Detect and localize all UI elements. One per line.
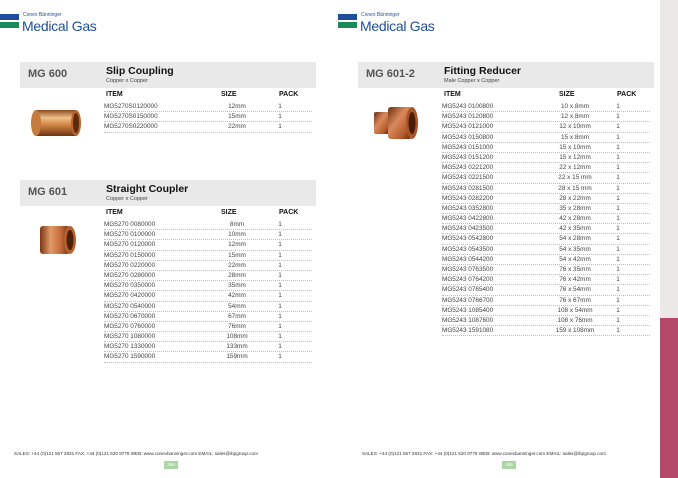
footer-contact: SALES: +44 (0)121 557 2831 FAX: +44 (0)121 520 8778 WEB: www.conexbanninger.com EMAIL: sales@ibpgroup.com <box>362 451 606 456</box>
table-row <box>104 342 312 352</box>
cell-pack: 1 <box>616 215 620 223</box>
cell-size: 12 x 10mm <box>559 123 591 131</box>
table-row <box>104 102 312 112</box>
cell-size: 12mm <box>228 241 246 249</box>
table-row <box>104 112 312 122</box>
cell-pack: 1 <box>278 261 282 269</box>
cell-item: MG5243 0120800 <box>442 113 494 121</box>
table-row <box>442 234 650 244</box>
cell-item: MG5243 0763500 <box>442 266 494 273</box>
cell-pack: 1 <box>278 292 282 300</box>
right-page <box>338 0 660 478</box>
cell-item: MG5243 0765400 <box>442 286 494 294</box>
cell-size: 159mm <box>226 353 248 361</box>
cell-pack: 1 <box>278 322 282 330</box>
table-row <box>442 163 650 173</box>
cell-item: MG5243 0544200 <box>442 255 494 263</box>
cell-pack: 1 <box>278 221 282 228</box>
cell-pack: 1 <box>616 103 620 110</box>
cell-size: 28 x 15 mm <box>558 184 592 192</box>
cell-item: MG5270 1330000 <box>104 343 156 351</box>
cell-item: MG5270 0080000 <box>104 221 156 228</box>
cell-pack: 1 <box>616 123 620 131</box>
sidebar-strip <box>660 0 678 478</box>
table-row <box>104 322 312 332</box>
cell-pack: 1 <box>616 225 620 233</box>
cell-item: MG5270 0670000 <box>104 312 156 320</box>
cell-pack: 1 <box>278 103 282 110</box>
cell-pack: 1 <box>278 251 282 259</box>
straight-coupler-image <box>34 220 80 260</box>
cell-item: MG5270 0150000 <box>104 251 156 259</box>
table-row <box>104 240 312 250</box>
cell-size: 8mm <box>229 221 245 228</box>
product-code: MG 600 <box>28 68 68 80</box>
cell-size: 42mm <box>228 292 246 300</box>
product-title: Fitting Reducer <box>444 65 522 77</box>
cell-size: 159 x 108mm <box>555 327 595 335</box>
cell-item: MG5243 1087600 <box>442 316 494 324</box>
table-row <box>442 122 650 132</box>
cell-item: MG5270 0120000 <box>104 241 156 249</box>
cell-item: MG5243 0121000 <box>442 123 494 131</box>
cell-item: MG5243 0151200 <box>442 153 494 161</box>
cell-size: 15 x 10mm <box>559 143 591 151</box>
cell-pack: 1 <box>278 302 282 310</box>
table-row <box>104 332 312 342</box>
col-size-header: SIZE <box>221 209 237 216</box>
cell-size: 28mm <box>228 271 246 279</box>
cell-pack: 1 <box>616 153 620 161</box>
section-header <box>20 180 316 206</box>
cell-size: 76 x 54mm <box>559 286 591 294</box>
product-code: MG 601 <box>28 186 68 198</box>
product-subtitle: Copper x Copper <box>106 196 148 202</box>
table-row <box>442 275 650 285</box>
cell-size: 15 x 8mm <box>560 133 590 141</box>
product-subtitle: Copper x Copper <box>106 78 148 84</box>
cell-item: MG5270 0220000 <box>104 261 156 269</box>
table-row <box>104 312 312 322</box>
cell-size: 54 x 35mm <box>559 245 591 253</box>
cell-item: MG5243 0100800 <box>442 103 494 110</box>
cell-pack: 1 <box>616 306 620 314</box>
cell-item: MG5243 0151000 <box>442 143 494 151</box>
col-pack-header: PACK <box>279 91 299 98</box>
cell-pack: 1 <box>616 174 620 182</box>
cell-size: 54 x 42mm <box>559 255 591 263</box>
cell-size: 22 x 12mm <box>559 164 591 172</box>
cell-item: MG5243 0282200 <box>442 194 494 202</box>
cell-pack: 1 <box>616 286 620 294</box>
cell-item: MG5243 0764200 <box>442 276 494 284</box>
cell-item: MG5243 1085400 <box>442 306 494 314</box>
brand-company: Conex Bänninger <box>361 12 400 18</box>
cell-item: MG5270 0100000 <box>104 231 156 239</box>
cell-pack: 1 <box>278 333 282 341</box>
cell-pack: 1 <box>616 164 620 172</box>
col-pack-header: PACK <box>617 91 637 98</box>
table-row <box>442 265 650 275</box>
cell-size: 54mm <box>228 302 246 310</box>
cell-item: MG5243 0543500 <box>442 245 494 253</box>
cell-pack: 1 <box>616 113 620 121</box>
cell-size: 35mm <box>228 282 246 290</box>
cell-item: MG5243 0766700 <box>442 296 494 304</box>
cell-size: 108 x 76mm <box>557 316 593 324</box>
cell-pack: 1 <box>278 113 282 121</box>
table-row <box>104 261 312 271</box>
cell-item: MG5270 0350000 <box>104 282 156 290</box>
product-code: MG 601-2 <box>366 68 415 80</box>
cell-size: 22mm <box>228 123 246 131</box>
table-row <box>442 245 650 255</box>
cell-size: 10mm <box>228 231 246 239</box>
cell-item: MG5243 0221500 <box>442 174 494 182</box>
cell-item: MG5243 0423500 <box>442 225 494 233</box>
page-number: 269 <box>502 461 516 469</box>
table-row <box>442 316 650 326</box>
cell-size: 10 x 8mm <box>560 103 590 110</box>
section-header <box>20 62 316 88</box>
table-row <box>104 302 312 312</box>
cell-item: MG5270 0760000 <box>104 322 156 330</box>
col-item-header: ITEM <box>106 209 123 216</box>
slip-coupling-image <box>28 104 86 140</box>
table-row <box>442 224 650 234</box>
cell-item: MG5270 0280000 <box>104 271 156 279</box>
product-table <box>442 102 650 336</box>
cell-item: MG5270S0220000 <box>104 123 158 131</box>
cell-item: MG5243 0542800 <box>442 235 494 243</box>
cell-item: MG5243 1591080 <box>442 327 494 335</box>
table-row <box>442 306 650 316</box>
table-row <box>442 214 650 224</box>
cell-item: MG5243 0281500 <box>442 184 494 192</box>
table-row <box>104 271 312 281</box>
cell-size: 133mm <box>226 343 248 351</box>
cell-pack: 1 <box>616 255 620 263</box>
cell-pack: 1 <box>278 271 282 279</box>
table-row <box>442 296 650 306</box>
table-row <box>442 102 650 112</box>
cell-size: 42 x 35mm <box>559 225 591 233</box>
table-row <box>442 184 650 194</box>
cell-item: MG5243 0150800 <box>442 133 494 141</box>
cell-size: 67mm <box>228 312 246 320</box>
cell-size: 42 x 28mm <box>559 215 591 223</box>
cell-pack: 1 <box>616 266 620 273</box>
table-row <box>104 220 312 230</box>
cell-item: MG5270 0540000 <box>104 302 156 310</box>
table-row <box>442 204 650 214</box>
cell-pack: 1 <box>278 241 282 249</box>
cell-pack: 1 <box>616 204 620 212</box>
cell-pack: 1 <box>278 231 282 239</box>
col-size-header: SIZE <box>221 91 237 98</box>
cell-pack: 1 <box>616 133 620 141</box>
col-pack-header: PACK <box>279 209 299 216</box>
brand-title: Medical Gas <box>360 18 435 34</box>
cell-pack: 1 <box>616 316 620 324</box>
cell-size: 12mm <box>228 103 246 110</box>
cell-size: 22mm <box>228 261 246 269</box>
brand-title: Medical Gas <box>22 18 97 34</box>
cell-size: 22 x 15 mm <box>558 174 592 182</box>
col-size-header: SIZE <box>559 91 575 98</box>
table-row <box>104 122 312 132</box>
section-header <box>358 62 654 88</box>
table-row <box>104 352 312 362</box>
fitting-reducer-image <box>370 102 420 144</box>
cell-pack: 1 <box>278 353 282 361</box>
cell-pack: 1 <box>616 194 620 202</box>
brand-bar-icon <box>338 14 357 20</box>
table-row <box>104 281 312 291</box>
brand-company: Conex Bänninger <box>23 12 62 18</box>
table-row <box>442 143 650 153</box>
table-row <box>442 153 650 163</box>
product-table <box>104 220 312 363</box>
product-table <box>104 102 312 133</box>
sidebar-accent <box>660 318 678 478</box>
cell-item: MG5243 0221200 <box>442 164 494 172</box>
cell-size: 76 x 35mm <box>559 266 591 273</box>
cell-size: 15mm <box>228 251 246 259</box>
cell-pack: 1 <box>616 296 620 304</box>
table-row <box>442 285 650 295</box>
table-row <box>442 326 650 336</box>
cell-item: MG5270S0120000 <box>104 103 158 110</box>
cell-pack: 1 <box>616 327 620 335</box>
cell-item: MG5243 0422800 <box>442 215 494 223</box>
brand-bar-icon <box>0 14 19 20</box>
product-title: Slip Coupling <box>106 65 174 77</box>
cell-pack: 1 <box>278 343 282 351</box>
cell-item: MG5270 1080000 <box>104 333 156 341</box>
table-row <box>442 255 650 265</box>
table-row <box>104 230 312 240</box>
product-subtitle: Male Copper x Copper <box>444 78 500 84</box>
cell-pack: 1 <box>278 123 282 131</box>
cell-size: 108 x 54mm <box>557 306 593 314</box>
cell-item: MG5270S0150000 <box>104 113 158 121</box>
cell-pack: 1 <box>616 245 620 253</box>
product-title: Straight Coupler <box>106 183 189 195</box>
cell-size: 28 x 22mm <box>559 194 591 202</box>
brand-bar-icon <box>338 22 357 28</box>
table-row <box>442 173 650 183</box>
table-row <box>442 133 650 143</box>
cell-pack: 1 <box>278 282 282 290</box>
table-row <box>442 194 650 204</box>
cell-pack: 1 <box>616 143 620 151</box>
cell-size: 15 x 12mm <box>559 153 591 161</box>
table-row <box>104 251 312 261</box>
cell-pack: 1 <box>278 312 282 320</box>
brand-bar-icon <box>0 22 19 28</box>
cell-item: MG5270 0420000 <box>104 292 156 300</box>
col-item-header: ITEM <box>106 91 123 98</box>
left-page <box>0 0 330 478</box>
table-row <box>104 291 312 301</box>
table-row <box>442 112 650 122</box>
cell-size: 108mm <box>226 333 248 341</box>
cell-size: 76mm <box>228 322 246 330</box>
cell-size: 54 x 28mm <box>559 235 591 243</box>
cell-size: 12 x 8mm <box>560 113 590 121</box>
col-item-header: ITEM <box>444 91 461 98</box>
cell-size: 15mm <box>228 113 246 121</box>
cell-item: MG5270 1590000 <box>104 353 156 361</box>
cell-item: MG5243 0352800 <box>442 204 494 212</box>
cell-size: 76 x 67mm <box>559 296 591 304</box>
footer-contact: SALES: +44 (0)121 557 2831 FAX: +44 (0)121 520 8778 WEB: www.conexbanninger.com EMAIL: sales@ibpgroup.com <box>14 451 258 456</box>
cell-size: 35 x 28mm <box>559 204 591 212</box>
cell-size: 76 x 42mm <box>559 276 591 284</box>
cell-pack: 1 <box>616 184 620 192</box>
cell-pack: 1 <box>616 276 620 284</box>
cell-pack: 1 <box>616 235 620 243</box>
page-number: 268 <box>164 461 178 469</box>
